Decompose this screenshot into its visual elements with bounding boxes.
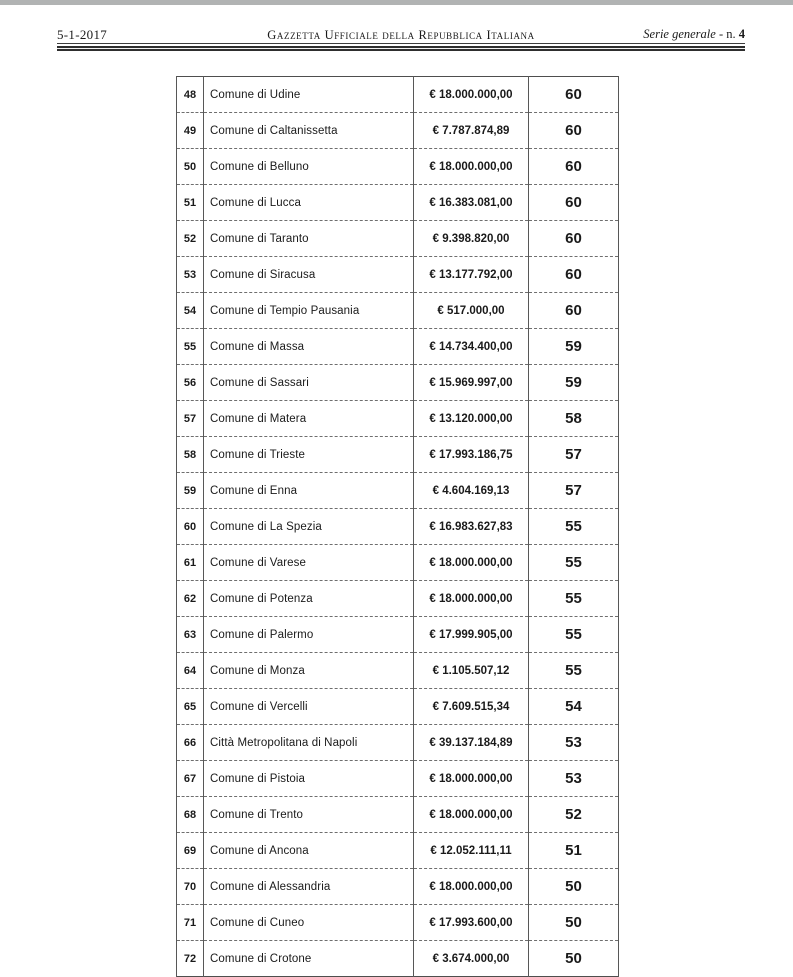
comune-name: Comune di Lucca: [204, 185, 414, 221]
amount-value: € 15.969.997,00: [414, 365, 529, 401]
comune-name: Comune di Monza: [204, 653, 414, 689]
amount-value: € 17.993.600,00: [414, 905, 529, 941]
masthead-title: Gazzetta Ufficiale della Repubblica Italiana: [267, 28, 535, 42]
comune-name: Comune di Crotone: [204, 941, 414, 977]
score-value: 58: [529, 401, 619, 437]
score-value: 60: [529, 257, 619, 293]
amount-value: € 4.604.169,13: [414, 473, 529, 509]
row-number: 50: [177, 149, 204, 185]
comune-name: Comune di Udine: [204, 77, 414, 113]
row-number: 48: [177, 77, 204, 113]
row-number: 52: [177, 221, 204, 257]
comune-name: Comune di La Spezia: [204, 509, 414, 545]
row-number: 58: [177, 437, 204, 473]
amount-value: € 517.000,00: [414, 293, 529, 329]
comune-name: Comune di Enna: [204, 473, 414, 509]
score-value: 50: [529, 869, 619, 905]
row-number: 70: [177, 869, 204, 905]
amount-value: € 12.052.111,11: [414, 833, 529, 869]
header-rule-thin: [57, 43, 745, 44]
score-value: 55: [529, 581, 619, 617]
score-value: 60: [529, 113, 619, 149]
row-number: 68: [177, 797, 204, 833]
row-number: 67: [177, 761, 204, 797]
comune-name: Comune di Caltanissetta: [204, 113, 414, 149]
row-number: 56: [177, 365, 204, 401]
score-value: 59: [529, 329, 619, 365]
row-number: 63: [177, 617, 204, 653]
row-number: 61: [177, 545, 204, 581]
score-value: 51: [529, 833, 619, 869]
score-value: 53: [529, 761, 619, 797]
amount-value: € 17.993.186,75: [414, 437, 529, 473]
amount-value: € 16.383.081,00: [414, 185, 529, 221]
score-value: 60: [529, 149, 619, 185]
row-number: 57: [177, 401, 204, 437]
score-value: 52: [529, 797, 619, 833]
scan-top-strip: [0, 0, 793, 5]
table-row: [177, 329, 619, 365]
score-value: 57: [529, 473, 619, 509]
table-row: [177, 797, 619, 833]
score-value: 55: [529, 509, 619, 545]
table-row: [177, 293, 619, 329]
table-row: [177, 581, 619, 617]
score-value: 55: [529, 545, 619, 581]
comune-name: Comune di Matera: [204, 401, 414, 437]
score-value: 54: [529, 689, 619, 725]
comune-name: Comune di Siracusa: [204, 257, 414, 293]
comune-name: Comune di Massa: [204, 329, 414, 365]
row-number: 54: [177, 293, 204, 329]
amount-value: € 18.000.000,00: [414, 581, 529, 617]
comune-name: Comune di Vercelli: [204, 689, 414, 725]
row-number: 59: [177, 473, 204, 509]
score-value: 55: [529, 653, 619, 689]
comune-name: Comune di Tempio Pausania: [204, 293, 414, 329]
row-number: 55: [177, 329, 204, 365]
row-number: 51: [177, 185, 204, 221]
comune-name: Comune di Palermo: [204, 617, 414, 653]
amount-value: € 17.999.905,00: [414, 617, 529, 653]
amount-value: € 7.609.515,34: [414, 689, 529, 725]
comune-name: Comune di Ancona: [204, 833, 414, 869]
comune-name: Comune di Trento: [204, 797, 414, 833]
row-number: 66: [177, 725, 204, 761]
table-row: [177, 221, 619, 257]
comune-name: Comune di Taranto: [204, 221, 414, 257]
table-row: [177, 473, 619, 509]
amount-value: € 7.787.874,89: [414, 113, 529, 149]
row-number: 60: [177, 509, 204, 545]
score-value: 55: [529, 617, 619, 653]
amount-value: € 18.000.000,00: [414, 149, 529, 185]
comune-name: Comune di Potenza: [204, 581, 414, 617]
table-row: [177, 185, 619, 221]
amount-value: € 13.120.000,00: [414, 401, 529, 437]
amount-value: € 13.177.792,00: [414, 257, 529, 293]
table-row: [177, 401, 619, 437]
table-row: [177, 509, 619, 545]
amount-value: € 1.105.507,12: [414, 653, 529, 689]
table-row: [177, 365, 619, 401]
table-row: [177, 869, 619, 905]
amount-value: € 18.000.000,00: [414, 761, 529, 797]
series-label: Serie generale: [643, 27, 716, 41]
row-number: 49: [177, 113, 204, 149]
score-value: 50: [529, 941, 619, 977]
series-number: 4: [738, 27, 745, 41]
allocation-table: [176, 76, 619, 977]
score-value: 50: [529, 905, 619, 941]
amount-value: € 18.000.000,00: [414, 545, 529, 581]
table-row: [177, 905, 619, 941]
table-row: [177, 149, 619, 185]
page-date: 5-1-2017: [57, 27, 108, 42]
amount-value: € 3.674.000,00: [414, 941, 529, 977]
series-separator: - n.: [715, 27, 739, 41]
score-value: 59: [529, 365, 619, 401]
allocation-table-container: [176, 76, 619, 977]
table-row: [177, 941, 619, 977]
score-value: 60: [529, 77, 619, 113]
score-value: 57: [529, 437, 619, 473]
row-number: 62: [177, 581, 204, 617]
row-number: 71: [177, 905, 204, 941]
comune-name: Città Metropolitana di Napoli: [204, 725, 414, 761]
table-row: [177, 437, 619, 473]
table-row: [177, 761, 619, 797]
series-info: [643, 27, 745, 42]
amount-value: € 18.000.000,00: [414, 77, 529, 113]
row-number: 65: [177, 689, 204, 725]
score-value: 60: [529, 185, 619, 221]
table-row: [177, 617, 619, 653]
score-value: 60: [529, 221, 619, 257]
score-value: 53: [529, 725, 619, 761]
table-row: [177, 689, 619, 725]
amount-value: € 39.137.184,89: [414, 725, 529, 761]
header-rule-thick: [57, 46, 745, 51]
comune-name: Comune di Sassari: [204, 365, 414, 401]
table-row: [177, 725, 619, 761]
comune-name: Comune di Trieste: [204, 437, 414, 473]
row-number: 72: [177, 941, 204, 977]
amount-value: € 16.983.627,83: [414, 509, 529, 545]
table-row: [177, 257, 619, 293]
comune-name: Comune di Belluno: [204, 149, 414, 185]
comune-name: Comune di Varese: [204, 545, 414, 581]
row-number: 53: [177, 257, 204, 293]
comune-name: Comune di Alessandria: [204, 869, 414, 905]
amount-value: € 9.398.820,00: [414, 221, 529, 257]
amount-value: € 18.000.000,00: [414, 797, 529, 833]
comune-name: Comune di Cuneo: [204, 905, 414, 941]
amount-value: € 14.734.400,00: [414, 329, 529, 365]
row-number: 69: [177, 833, 204, 869]
table-row: [177, 545, 619, 581]
table-row: [177, 113, 619, 149]
table-row: [177, 653, 619, 689]
comune-name: Comune di Pistoia: [204, 761, 414, 797]
amount-value: € 18.000.000,00: [414, 869, 529, 905]
score-value: 60: [529, 293, 619, 329]
row-number: 64: [177, 653, 204, 689]
table-row: [177, 77, 619, 113]
table-row: [177, 833, 619, 869]
page-header: [57, 27, 745, 43]
